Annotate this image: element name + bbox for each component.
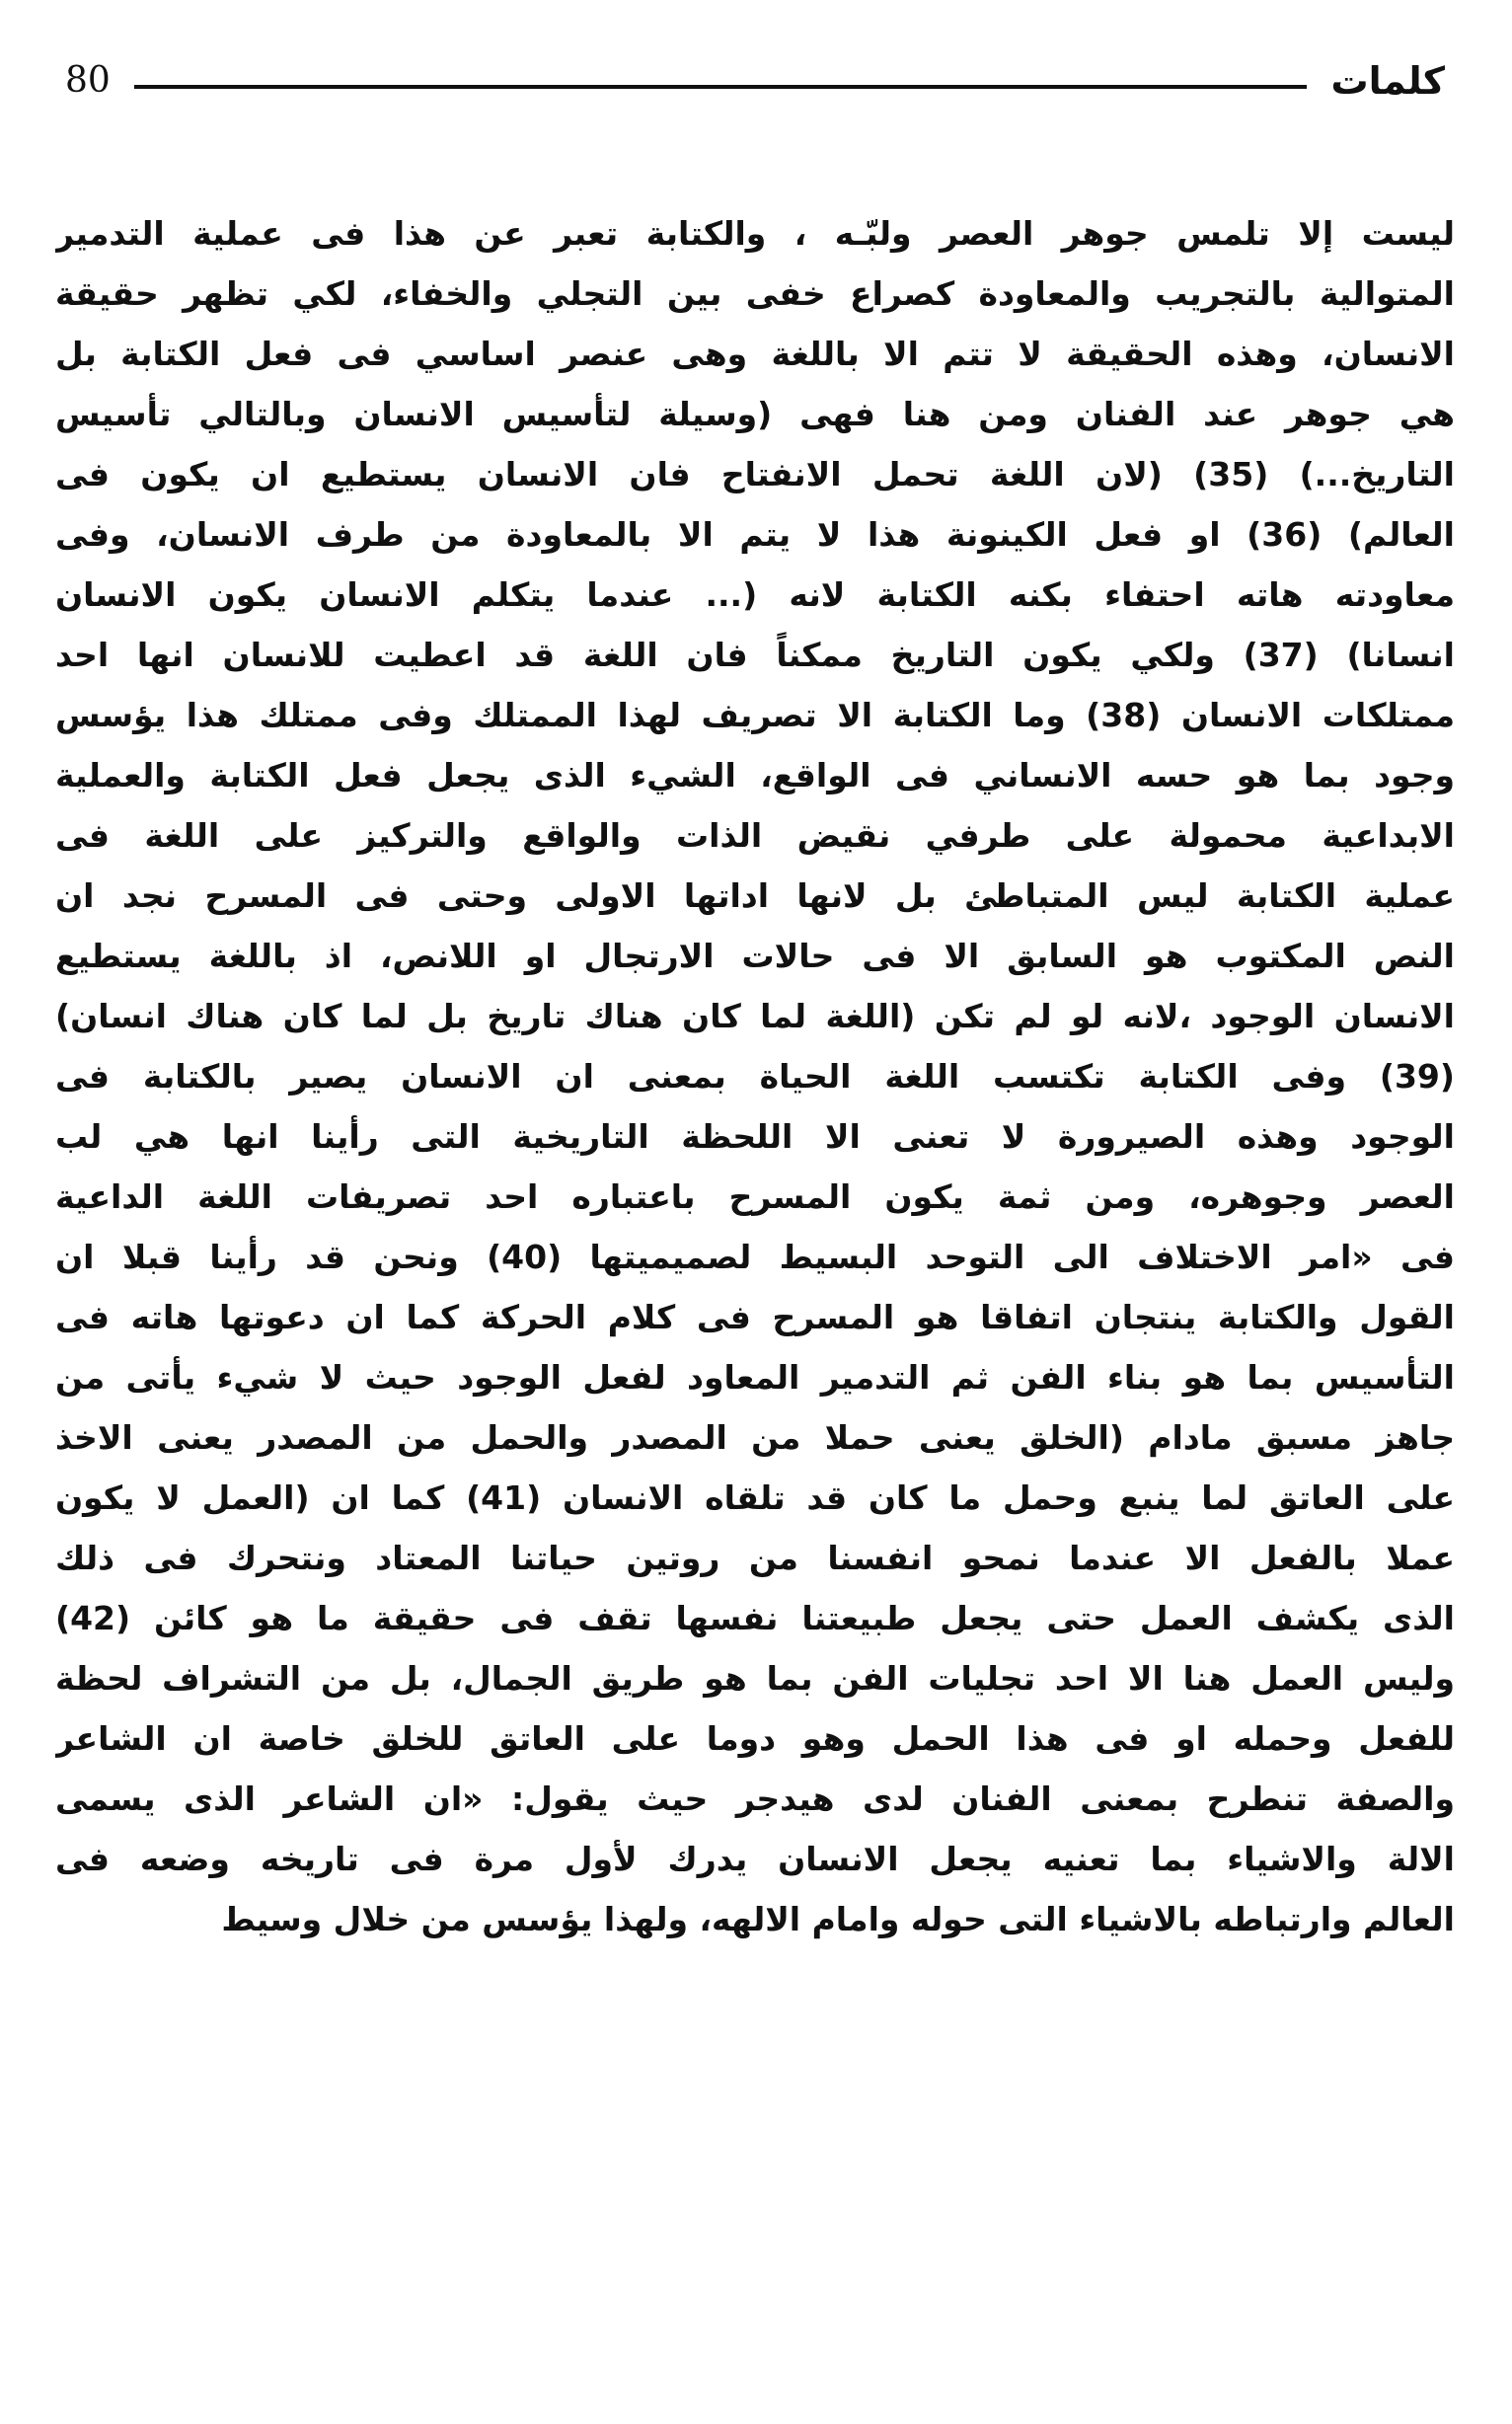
text-line: العالم وارتباطه بالاشياء التى حوله وامام الالهه، ولهذا يؤسس من خلال وسيط xyxy=(221,1900,1455,1938)
text-line: التأسيس بما هو بناء الفن ثم التدمير المعاود لفعل الوجود حيث لا شيء يأتى من xyxy=(55,1358,1455,1397)
text-line: جاهز مسبق مادام (الخلق يعنى حملا من المصدر والحمل من المصدر يعنى الاخذ xyxy=(55,1418,1455,1457)
running-head xyxy=(65,51,1445,111)
text-line: فى «امر الاختلاف الى التوحد البسيط لصميميتها (40) ونحن قد رأينا قبلا ان xyxy=(55,1238,1455,1276)
text-line: الوجود وهذه الصيرورة لا تعنى الا اللحظة التاريخية التى رأينا انها هي لب xyxy=(55,1117,1455,1156)
page-number: 80 xyxy=(65,60,111,101)
running-title: كلمات xyxy=(1330,59,1445,103)
text-line: وليس العمل هنا الا احد تجليات الفن بما هو طريق الجمال، بل من التشراف لحظة xyxy=(55,1659,1455,1698)
text-line: الذى يكشف العمل حتى يجعل طبيعتنا نفسها تقف فى حقيقة ما هو كائن (42) xyxy=(55,1599,1455,1637)
text-line: التاريخ...) (35) (لان اللغة تحمل الانفتاح فان الانسان يستطيع ان يكون فى xyxy=(55,455,1455,493)
text-line: النص المكتوب هو السابق الا فى حالات الارتجال او اللانص، اذ باللغة يستطيع xyxy=(55,937,1455,975)
text-line: الانسان الوجود ،لانه لو لم تكن (اللغة لما كان هناك تاريخ بل لما كان هناك انسان) xyxy=(55,997,1455,1035)
text-line: هي جوهر عند الفنان ومن هنا فهى (وسيلة لتأسيس الانسان وبالتالي تأسيس xyxy=(55,395,1455,433)
text-line: معاودته هاته احتفاء بكنه الكتابة لانه (... عندما يتكلم الانسان يكون الانسان xyxy=(55,575,1455,614)
text-line: للفعل وحمله او فى هذا الحمل وهو دوما على العاتق للخلق خاصة ان الشاعر xyxy=(55,1719,1455,1758)
text-line: العالم) (36) او فعل الكينونة هذا لا يتم الا بالمعاودة من طرف الانسان، وفى xyxy=(55,515,1455,554)
text-line: الابداعية محمولة على طرفي نقيض الذات والواقع والتركيز على اللغة فى xyxy=(55,816,1455,855)
text-line: وجود بما هو حسه الانساني فى الواقع، الشيء الذى يجعل فعل الكتابة والعملية xyxy=(55,756,1455,795)
text-line: انسانا) (37) ولكي يكون التاريخ ممكناً فان اللغة قد اعطيت للانسان انها احد xyxy=(55,636,1455,674)
text-line: عملا بالفعل الا عندما نمحو انفسنا من روتين حياتنا المعتاد ونتحرك فى ذلك xyxy=(55,1539,1455,1577)
text-line: ممتلكات الانسان (38) وما الكتابة الا تصريف لهذا الممتلك وفى ممتلك هذا يؤسس xyxy=(55,696,1455,734)
text-line: والصفة تنطرح بمعنى الفنان لدى هيدجر حيث يقول: «ان الشاعر الذى يسمى xyxy=(55,1780,1455,1818)
text-line: (39) وفى الكتابة تكتسب اللغة الحياة بمعنى ان الانسان يصير بالكتابة فى xyxy=(55,1057,1455,1096)
text-line: المتوالية بالتجريب والمعاودة كصراع خفى بين التجلي والخفاء، لكي تظهر حقيقة xyxy=(55,274,1455,313)
header-rule xyxy=(134,85,1307,89)
text-line: الالة والاشياء بما تعنيه يجعل الانسان يدرك لأول مرة فى تاريخه وضعه فى xyxy=(55,1840,1455,1878)
text-line: ليست إلا تلمس جوهر العصر ولبّـه ، والكتابة تعبر عن هذا فى عملية التدمير xyxy=(55,214,1455,253)
text-line: على العاتق لما ينبع وحمل ما كان قد تلقاه الانسان (41) كما ان (العمل لا يكون xyxy=(55,1478,1455,1517)
text-line: عملية الكتابة ليس المتباطئ بل لانها اداتها الاولى وحتى فى المسرح نجد ان xyxy=(55,876,1455,915)
text-line: القول والكتابة ينتجان اتفاقا هو المسرح فى كلام الحركة كما ان دعوتها هاته فى xyxy=(55,1298,1455,1336)
body-text xyxy=(55,203,1455,1949)
text-line: العصر وجوهره، ومن ثمة يكون المسرح باعتباره احد تصريفات اللغة الداعية xyxy=(55,1177,1455,1216)
text-line: الانسان، وهذه الحقيقة لا تتم الا باللغة وهى عنصر اساسي فى فعل الكتابة بل xyxy=(55,335,1455,373)
